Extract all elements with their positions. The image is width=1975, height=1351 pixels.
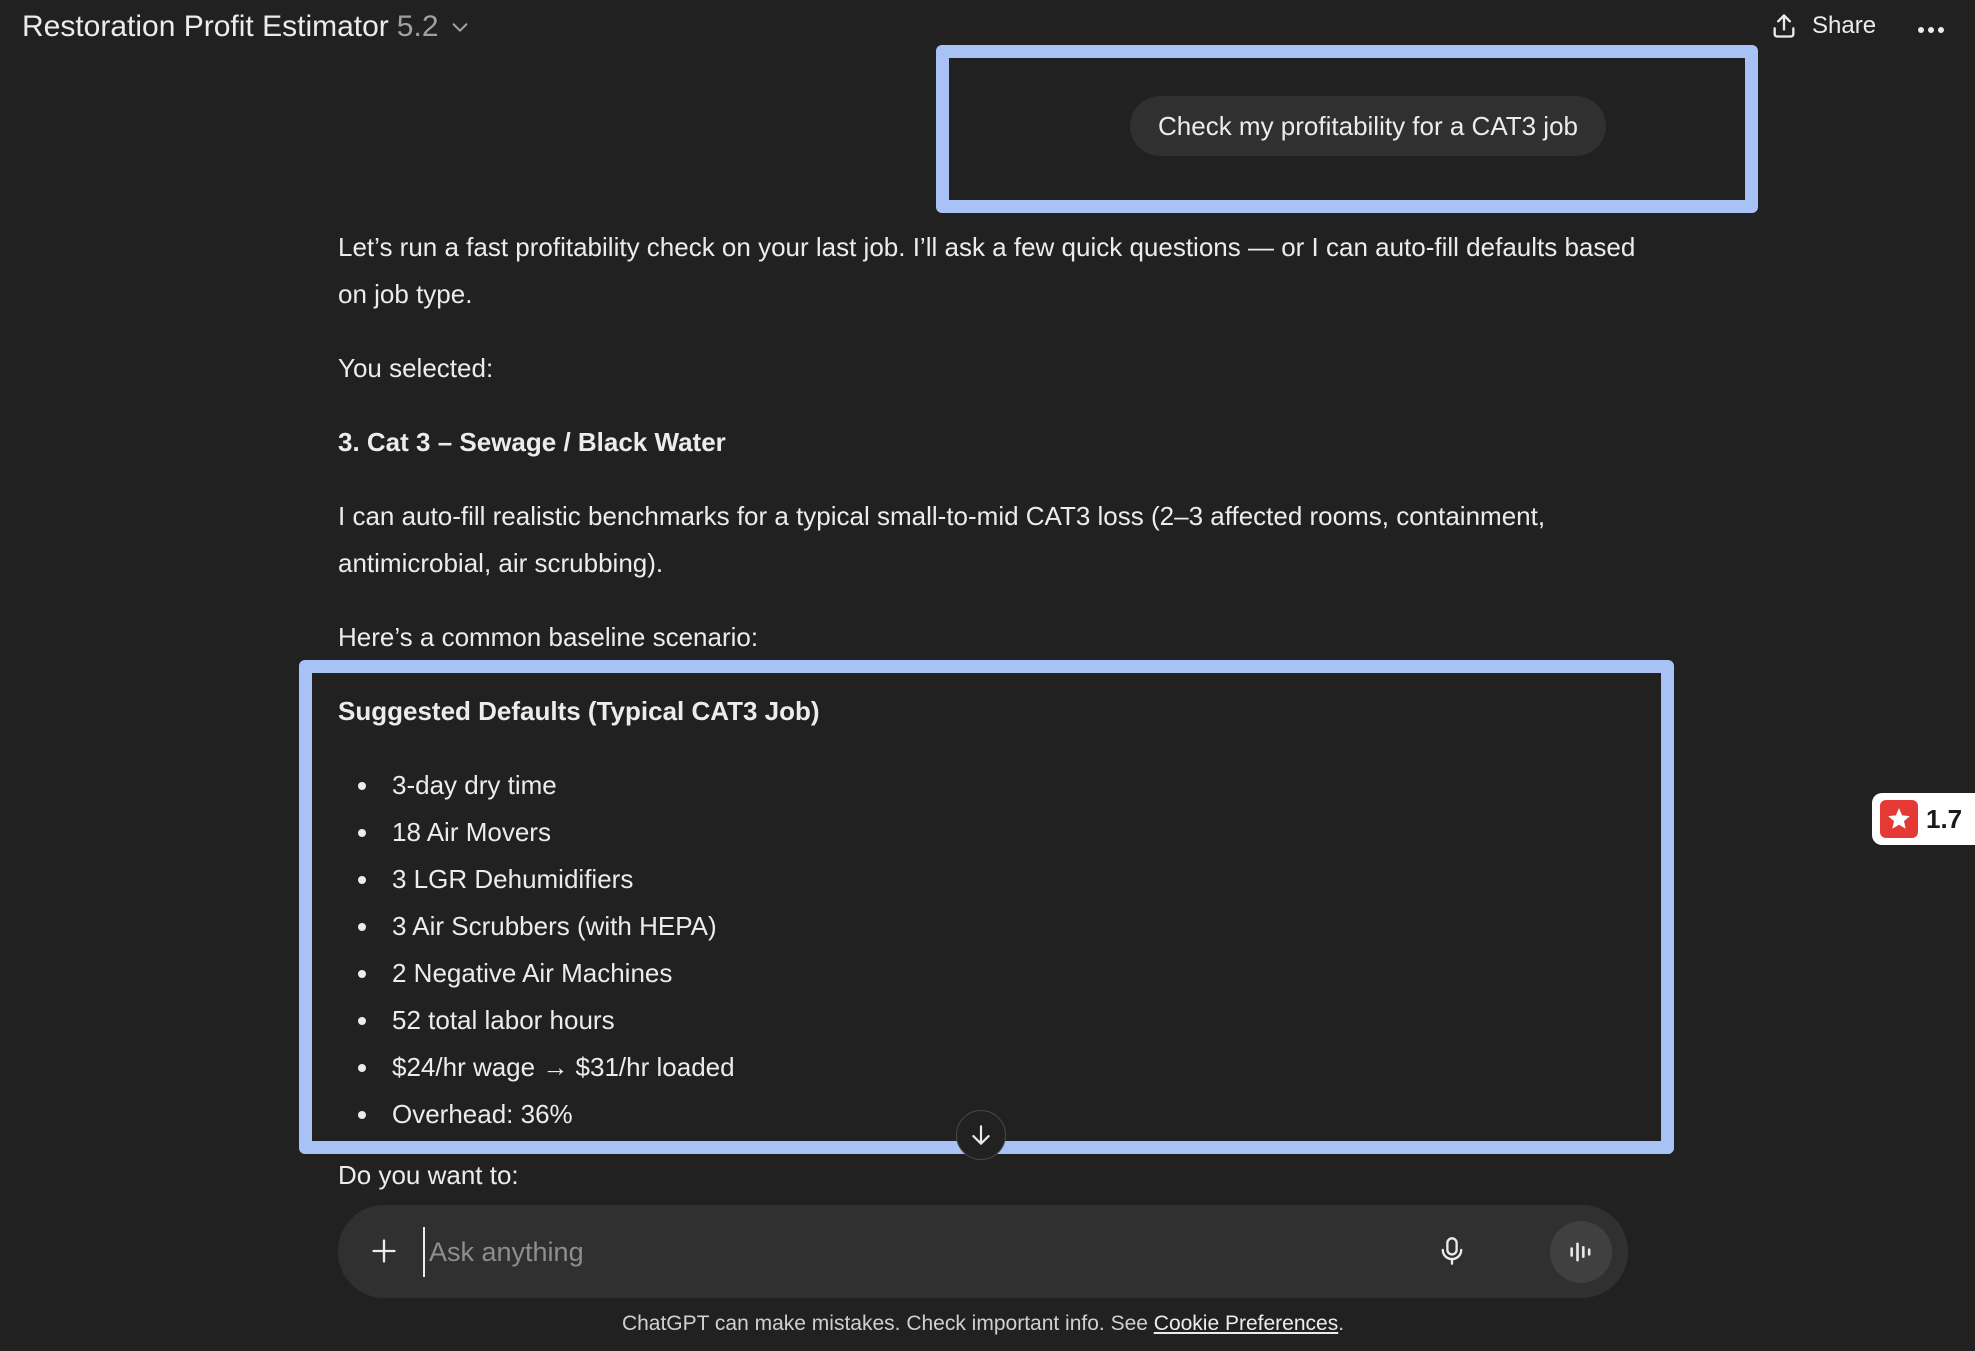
share-label: Share xyxy=(1812,12,1877,39)
list-item: 18 Air Movers xyxy=(338,809,735,856)
selected-label: You selected: xyxy=(338,353,494,383)
arrow-down-icon xyxy=(968,1122,994,1148)
baseline-intro: Here’s a common baseline scenario: xyxy=(338,622,759,652)
defaults-heading: Suggested Defaults (Typical CAT3 Job) xyxy=(338,696,820,726)
model-selector[interactable] xyxy=(22,10,471,44)
defaults-list xyxy=(338,762,735,1138)
rating-score: 1.7 xyxy=(1926,803,1963,834)
list-item: 3 Air Scrubbers (with HEPA) xyxy=(338,903,735,950)
prompt-input[interactable] xyxy=(423,1227,1431,1277)
cookie-preferences-link[interactable]: Cookie Preferences xyxy=(1153,1312,1339,1335)
dictate-button[interactable] xyxy=(1428,1227,1476,1275)
list-item: 52 total labor hours xyxy=(338,997,735,1044)
more-dots-icon xyxy=(1917,26,1945,34)
model-version: 5.2 xyxy=(396,10,439,43)
star-badge xyxy=(1880,800,1918,838)
selected-option: 3. Cat 3 – Sewage / Black Water xyxy=(338,427,726,457)
star-icon xyxy=(1886,806,1912,832)
rating-widget[interactable] xyxy=(1872,793,1975,845)
microphone-icon xyxy=(1438,1236,1466,1266)
assistant-intro: Let’s run a fast profitability check on your last job. I’ll ask a few quick questions — or I can auto-fill defaults based on job type. xyxy=(338,232,1636,309)
list-item: 3 LGR Dehumidifiers xyxy=(338,856,735,903)
question-text: Do you want to: xyxy=(338,1160,519,1190)
plus-icon xyxy=(370,1237,398,1265)
list-item: 2 Negative Air Machines xyxy=(338,950,735,997)
more-options-button[interactable] xyxy=(1915,14,1947,46)
share-icon xyxy=(1770,12,1798,40)
share-button[interactable] xyxy=(1770,12,1876,40)
autofill-text: I can auto-fill realistic benchmarks for a typical small-to-mid CAT3 loss (2–3 affected rooms, containment, antimicrobial, air scrubbing). xyxy=(338,501,1546,578)
chevron-down-icon xyxy=(449,16,471,38)
waveform-icon xyxy=(1567,1238,1595,1266)
list-item: $24/hr wage → $31/hr loaded xyxy=(338,1044,735,1091)
gpt-title: Restoration Profit Estimator xyxy=(22,10,389,43)
voice-mode-button[interactable] xyxy=(1550,1221,1612,1283)
attach-button[interactable] xyxy=(360,1227,408,1275)
disclaimer-text: ChatGPT can make mistakes. Check important info. See xyxy=(621,1312,1154,1335)
user-message-bubble: Check my profitability for a CAT3 job xyxy=(1130,96,1606,156)
composer xyxy=(338,1205,1628,1298)
disclaimer-suffix: . xyxy=(1338,1312,1345,1335)
list-item: Overhead: 36% xyxy=(338,1091,735,1138)
disclaimer xyxy=(0,1312,1966,1336)
list-item: 3-day dry time xyxy=(338,762,735,809)
